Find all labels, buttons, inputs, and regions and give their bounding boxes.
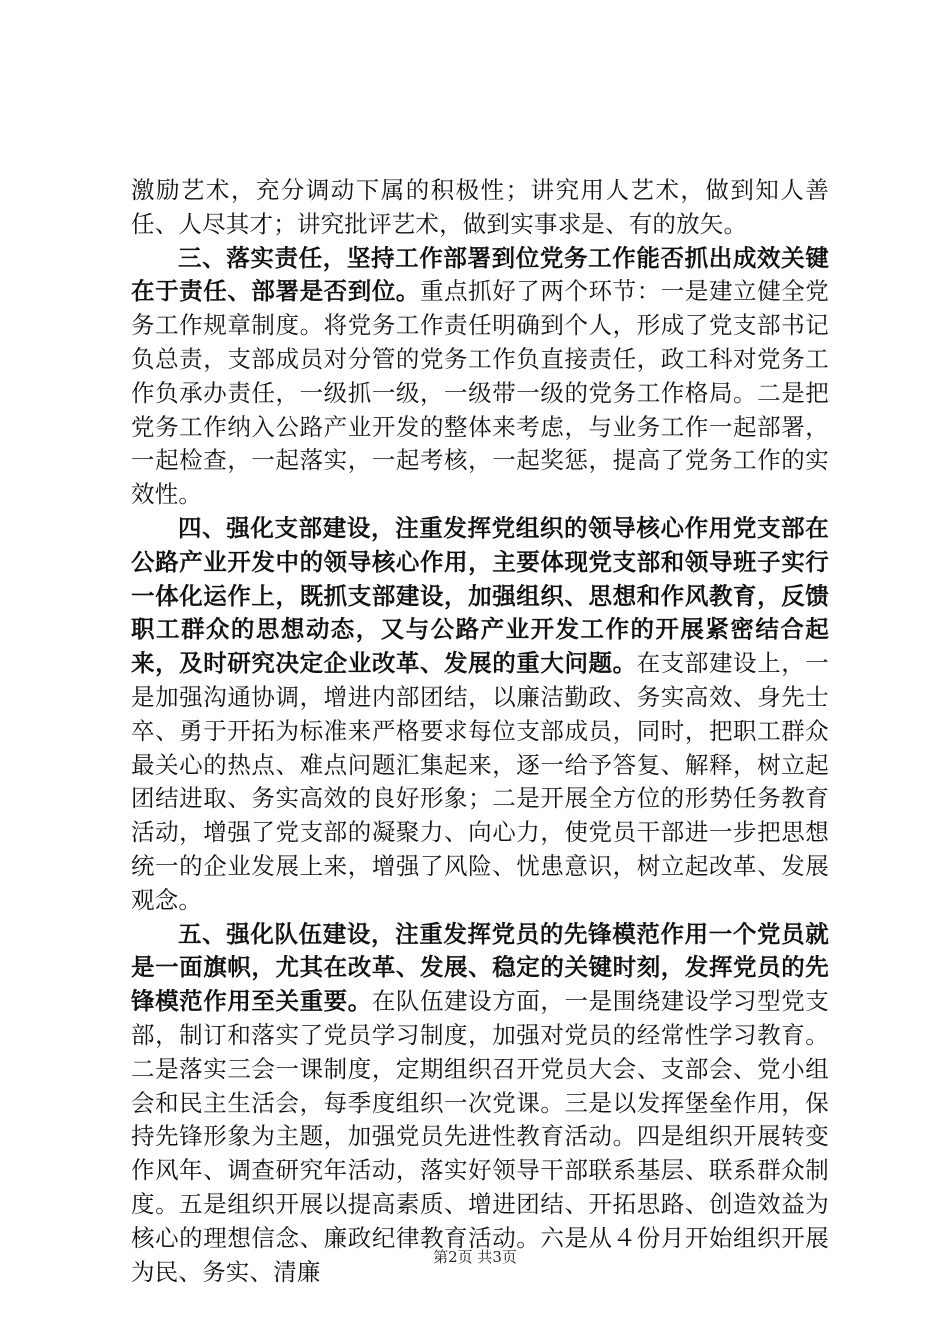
paragraph-3-text: 在支部建设上，一是加强沟通协调，增进内部团结，以廉洁勤政、务实高效、身先士卒、勇于开拓为标准来严格要求每位支部成员，同时，把职工群众最关心的热点、难点问题汇集起来，逐一给予答复、解释，树立起团结进取、务实高效的良好形象；二是开展全方位的形势任务教育活动，增强了党支部的凝聚力、向心力，使党员干部进一步把思想统一的企业发展上来，增强了风险、忧患意识，树立起改革、发展观念。	[131, 649, 829, 914]
paragraph-4-text: 在队伍建设方面，一是围绕建设学习型党支部，制订和落实了党员学习制度，加强对党员的经常性学习教育。二是落实三会一课制度，定期组织召开党员大会、支部会、党小组会和民主生活会，每季度组织一次党课。三是以发挥堡垒作用，保持先锋形象为主题，加强党员先进性教育活动。四是组织开展转变作风年、调查研究年活动，落实好领导干部联系基层、联系群众制度。五是组织开展以提高素质、增进团结、开拓思路、创造效益为核心的理想信念、廉政纪律教育活动。六是从４份月开始组织开展为民、务实、清廉	[131, 987, 829, 1286]
paragraph-4	[131, 918, 829, 1290]
paragraph-1	[131, 174, 829, 242]
paragraph-2-text: 重点抓好了两个环节：一是建立健全党务工作规章制度。将党务工作责任明确到个人，形成了党支部书记负总责，支部成员对分管的党务工作负直接责任，政工科对党务工作负承办责任，一级抓一级，一级带一级的党务工作格局。二是把党务工作纳入公路产业开发的整体来考虑，与业务工作一起部署，一起检查，一起落实，一起考核，一起奖惩，提高了党务工作的实效性。	[131, 277, 829, 509]
paragraph-2-lead: 三、落实责任，坚持工作部署到位党务工作能否抓出成效关键在于责任、部署是否到位。	[131, 243, 829, 306]
paragraph-2	[131, 242, 829, 512]
paragraph-3-lead: 四、强化支部建设，注重发挥党组织的领导核心作用党支部在公路产业开发中的领导核心作用，主要体现党支部和领导班子实行一体化运作上，既抓支部建设，加强组织、思想和作风教育，反馈职工群众的思想动态，又与公路产业开发工作的开展紧密结合起来，及时研究决定企业改革、发展的重大问题。	[131, 513, 829, 678]
paragraph-3	[131, 512, 829, 918]
page-footer: 第2页 共3页	[433, 1248, 517, 1266]
document-body	[131, 174, 829, 1289]
paragraph-4-lead: 五、强化队伍建设，注重发挥党员的先锋模范作用一个党员就是一面旗帜，尤其在改革、发展、稳定的关键时刻，发挥党员的先锋模范作用至关重要。	[131, 919, 829, 1016]
paragraph-1-text: 激励艺术，充分调动下属的积极性；讲究用人艺术，做到知人善任、人尽其才；讲究批评艺术，做到实事求是、有的放矢。	[131, 176, 829, 238]
